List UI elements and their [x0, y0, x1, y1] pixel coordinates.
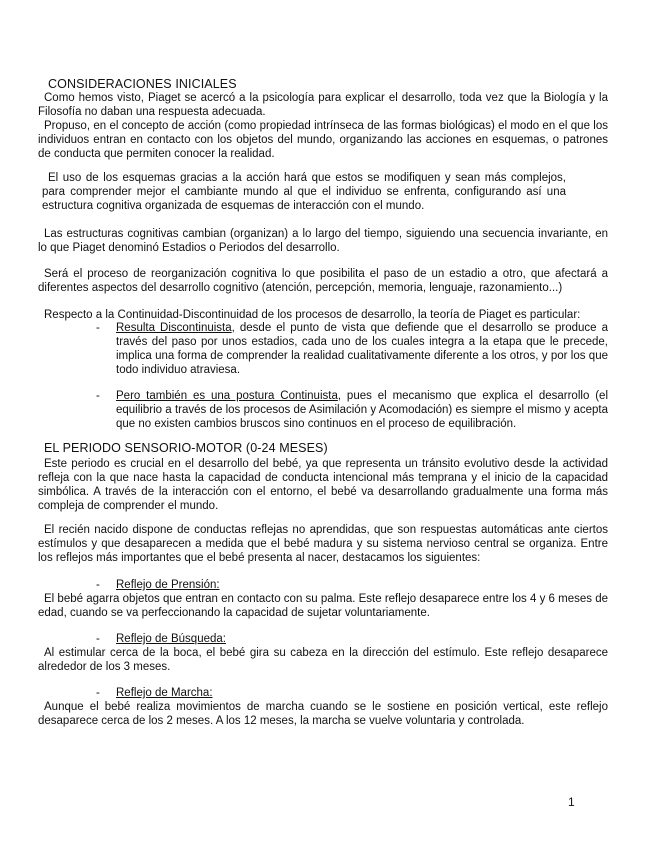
- reflex-busqueda: [38, 632, 608, 674]
- reflex-marcha: [38, 686, 608, 728]
- reflex-title-row: [38, 578, 608, 592]
- reflex-title-row: [38, 686, 608, 700]
- paragraph-text: El recién nacido dispone de conductas reflejas no aprendidas, que son respuestas automáticas ante ciertos estímulos y que desaparecen a medida que el bebé madura y su sistema nervioso central se organiza. Entre los reflejos más importantes que el bebé presenta al nacer, destacamos los siguientes:: [38, 524, 608, 564]
- list-item-discontinuista: [38, 321, 608, 377]
- dash-bullet: -: [96, 633, 100, 645]
- list-item-text: , desde el punto de vista que defiende que el desarrollo se produce a través del paso por unos estadios, cada uno de los cuales integra a la etapa que le precede, implica una forma de comprender la realidad cualitativamente diferente a los otros, y por los que todo individuo atraviesa.: [116, 322, 609, 376]
- paragraph-text: Propuso, en el concepto de acción (como propiedad intrínseca de las formas biológicas) el modo en el que los individuos entran en contacto con los objetos del mundo, organizando las acciones en esquemas, o patrones de conducta que permiten conocer la realidad.: [38, 120, 608, 160]
- reflex-title-row: [38, 632, 608, 646]
- reflex-title: Reflejo de Marcha:: [116, 687, 213, 699]
- paragraph-text: Las estructuras cognitivas cambian (organizan) a lo largo del tiempo, siguiendo una secuencia invariante, en lo que Piaget denominó Estadios o Periodos del desarrollo.: [38, 228, 608, 254]
- paragraph-propuso: [38, 119, 608, 161]
- list-item-continuista: [38, 389, 608, 431]
- paragraph-text: Como hemos visto, Piaget se acercó a la psicología para explicar el desarrollo, toda vez que la Biología y la Filosofía no daban una respuesta adecuada.: [38, 92, 608, 118]
- dash-bullet: -: [96, 390, 100, 402]
- reflex-description: Aunque el bebé realiza movimientos de marcha cuando se le sostiene en posición vertical, este reflejo desaparece cerca de los 2 meses. A los 12 meses, la marcha se vuelve voluntaria y controlada.: [38, 701, 608, 727]
- dash-bullet: -: [96, 579, 100, 591]
- paragraph-continuidad: [38, 308, 608, 322]
- section-heading-sensoriomotor: EL PERIODO SENSORIO-MOTOR (0-24 MESES): [44, 441, 328, 455]
- reflex-prension: [38, 578, 608, 620]
- list-item-title: Resulta Discontinuista: [116, 322, 232, 334]
- page-number: 1: [568, 795, 575, 809]
- continuity-list: [38, 321, 608, 377]
- reflex-description: Al estimular cerca de la boca, el bebé gira su cabeza en la dirección del estímulo. Este reflejo desaparece alrededor de los 3 meses.: [38, 647, 608, 673]
- paragraph-estructuras: [38, 227, 608, 255]
- continuity-list-2: [38, 389, 608, 431]
- paragraph-recien-nacido: [38, 523, 608, 565]
- paragraph-text: El uso de los esquemas gracias a la acción hará que estos se modifiquen y sean más complejos, para comprender mejor el cambiante mundo al que el individuo se enfrenta, configurando así una estructura cognitiva organizada de esquemas de interacción con el mundo.: [42, 172, 566, 212]
- paragraph-text: Este periodo es crucial en el desarrollo del bebé, ya que representa un tránsito evolutivo desde la actividad refleja con la que nace hasta la capacidad de conducta intencional más temprana y el inicio de la capacidad simbólica. A través de la interacción con el entorno, el bebé va desarrollando gradualmente una forma más compleja de comprender el mundo.: [38, 458, 608, 512]
- reflex-description: El bebé agarra objetos que entran en contacto con su palma. Este reflejo desaparece entre los 4 y 6 meses de edad, cuando se va perfeccionando la capacidad de sujetar voluntariamente.: [38, 593, 608, 619]
- reflex-title: Reflejo de Búsqueda:: [116, 633, 226, 645]
- paragraph-piaget-intro: [38, 91, 608, 119]
- paragraph-esquemas: [42, 171, 566, 213]
- list-item-title: Pero también es una postura Continuista: [116, 390, 338, 402]
- dash-bullet: -: [96, 687, 100, 699]
- section-heading-consideraciones: CONSIDERACIONES INICIALES: [48, 77, 237, 91]
- list-item-text: , pues el mecanismo que explica el desarrollo (el equilibrio a través de los procesos de Asimilación y Acomodación) es siempre el mismo y acepta que no existen cambios bruscos sino continuos en el proceso de equilibración.: [116, 390, 608, 430]
- reflex-title: Reflejo de Prensión:: [116, 579, 220, 591]
- dash-bullet: -: [96, 322, 100, 334]
- paragraph-text: Será el proceso de reorganización cognitiva lo que posibilita el paso de un estadio a otro, que afectará a diferentes aspectos del desarrollo cognitivo (atención, percepción, memoria, lenguaje, razonamiento...): [38, 268, 608, 294]
- paragraph-periodo-crucial: [38, 457, 608, 513]
- paragraph-text: Respecto a la Continuidad-Discontinuidad de los procesos de desarrollo, la teoría de Piaget es particular:: [44, 309, 581, 321]
- paragraph-reorganizacion: [38, 267, 608, 295]
